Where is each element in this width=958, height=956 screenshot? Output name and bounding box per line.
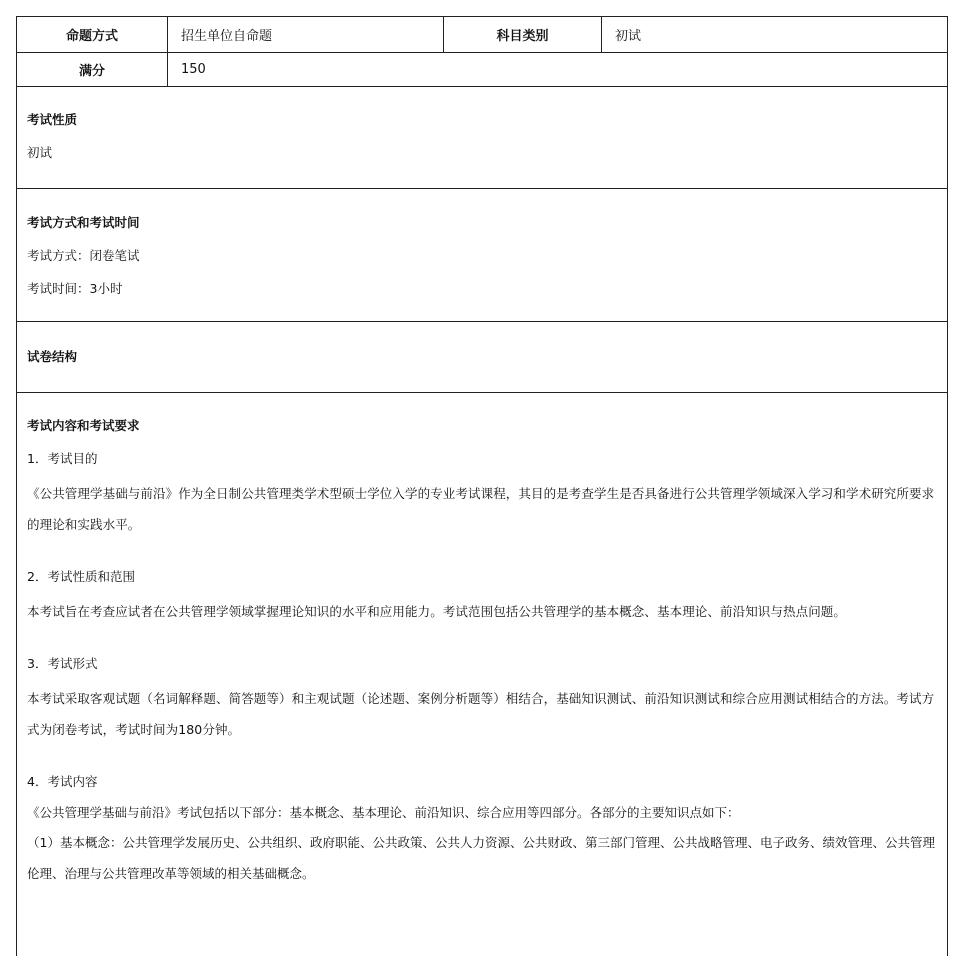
full-score-label: 满分 [17,53,168,86]
section-heading: 2．考试性质和范围 [27,569,135,584]
subject-category-label: 科目类别 [444,17,602,52]
exam-method-title: 考试方式和考试时间 [27,215,140,230]
full-score-value: 150 [181,62,206,77]
header-row-2 [17,53,947,87]
proposition-method-label: 命题方式 [17,17,168,52]
proposition-method-value: 招生单位自命题 [168,17,444,52]
section-paragraph: 本考试采取客观试题（名词解释题、简答题等）和主观试题（论述题、案例分析题等）相结合，基础知识测试、前沿知识测试和综合应用测试相结合的方法。考试方式为闭卷考试，考试时间为180分钟。 [27,691,935,737]
exam-nature-title: 考试性质 [27,112,78,127]
paper-structure-title: 试卷结构 [27,349,78,364]
header-row-1 [17,17,947,53]
section-paragraph: 《公共管理学基础与前沿》作为全日制公共管理类学术型硕士学位入学的专业考试课程，其目的是考查学生是否具备进行公共管理学领域深入学习和学术研究所要求的理论和实践水平。 [27,486,935,532]
paper-structure-section [17,322,947,393]
subject-category-value: 初试 [615,29,642,44]
section-paragraph: 本考试旨在考查应试者在公共管理学领域掌握理论知识的水平和应用能力。考试范围包括公共管理学的基本概念、基本理论、前沿知识与热点问题。 [27,604,847,619]
exam-content-section [17,393,947,889]
section-heading: 1．考试目的 [27,451,98,466]
section-paragraph-continued: （1）基本概念：公共管理学发展历史、公共组织、政府职能、公共政策、公共人力资源、公共财政、第三部门管理、公共战略管理、电子政务、绩效管理、公共管理伦理、治理与公共管理改革等领域的相关基础概念。 [27,835,935,881]
exam-nature-section [17,87,947,189]
exam-time-line: 考试时间：3小时 [27,281,123,296]
exam-nature-value: 初试 [27,145,53,160]
section-heading: 3．考试形式 [27,656,98,671]
exam-content-title: 考试内容和考试要求 [27,418,140,433]
section-heading: 4．考试内容 [27,774,98,789]
section-paragraph: 《公共管理学基础与前沿》考试包括以下部分：基本概念、基本理论、前沿知识、综合应用等四部分。各部分的主要知识点如下： [27,805,740,820]
exam-method-line: 考试方式：闭卷笔试 [27,248,140,263]
exam-syllabus-document [16,16,948,956]
exam-method-section [17,189,947,322]
